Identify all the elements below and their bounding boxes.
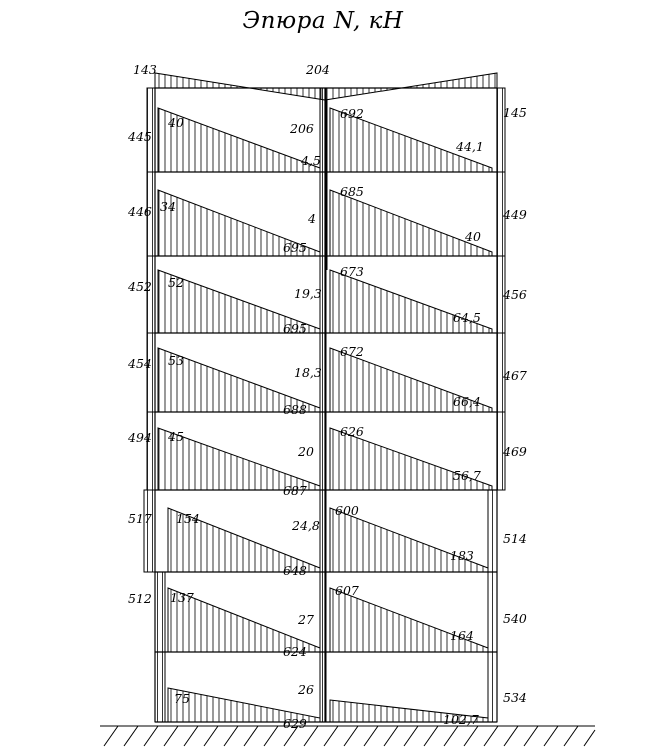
- force-value-label: 18,3: [294, 365, 322, 380]
- force-value-label: 446: [128, 204, 152, 219]
- force-value-label: 206: [290, 121, 314, 136]
- force-value-label: 164: [450, 628, 474, 643]
- force-value-label: 695: [283, 321, 307, 336]
- force-value-label: 692: [340, 106, 364, 121]
- force-value-label: 64,5: [453, 310, 481, 325]
- force-value-label: 673: [340, 264, 364, 279]
- force-value-label: 688: [283, 402, 307, 417]
- force-value-label: 19,3: [294, 286, 322, 301]
- force-value-label: 183: [450, 548, 474, 563]
- force-value-label: 454: [128, 356, 152, 371]
- force-value-label: 24,8: [292, 518, 320, 533]
- force-value-label: 540: [503, 611, 527, 626]
- force-value-label: 27: [298, 612, 314, 627]
- force-value-label: 452: [128, 279, 152, 294]
- force-value-label: 4,5: [301, 153, 321, 168]
- force-value-label: 512: [128, 591, 152, 606]
- force-value-label: 648: [283, 563, 307, 578]
- force-value-label: 494: [128, 430, 152, 445]
- force-value-label: 456: [503, 287, 527, 302]
- force-value-label: 449: [503, 207, 527, 222]
- force-value-label: 445: [128, 129, 152, 144]
- force-value-label: 672: [340, 344, 364, 359]
- force-value-label: 40: [465, 229, 481, 244]
- force-value-label: 34: [160, 199, 176, 214]
- force-value-label: 607: [335, 583, 359, 598]
- force-value-label: 469: [503, 444, 527, 459]
- force-value-label: 517: [128, 511, 152, 526]
- force-value-label: 40: [168, 115, 184, 130]
- force-value-label: 75: [174, 691, 190, 706]
- force-value-label: 204: [306, 62, 330, 77]
- force-value-label: 629: [283, 716, 307, 731]
- force-value-label: 137: [170, 590, 194, 605]
- force-value-label: 600: [335, 503, 359, 518]
- page-title: Эпюра N, кН: [242, 8, 404, 34]
- force-value-label: 53: [168, 353, 184, 368]
- force-value-label: 534: [503, 690, 527, 705]
- force-value-label: 56,7: [453, 468, 481, 483]
- force-value-label: 102,7: [443, 712, 479, 727]
- force-value-label: 4: [308, 211, 316, 226]
- force-value-label: 154: [176, 511, 200, 526]
- force-value-label: 685: [340, 184, 364, 199]
- force-value-label: 514: [503, 531, 527, 546]
- force-value-label: 45: [168, 429, 184, 444]
- force-value-label: 687: [283, 483, 307, 498]
- right-column-diagram: [488, 88, 505, 722]
- force-value-label: 26: [298, 682, 314, 697]
- force-value-label: 20: [298, 444, 314, 459]
- force-value-label: 143: [133, 62, 157, 77]
- force-value-label: 624: [283, 644, 307, 659]
- force-value-label: 145: [503, 105, 527, 120]
- middle-column-diagram: [320, 88, 326, 722]
- force-value-label: 626: [340, 424, 364, 439]
- force-value-label: 695: [283, 240, 307, 255]
- force-value-label: 66,4: [453, 394, 481, 409]
- force-value-label: 44,1: [456, 139, 484, 154]
- force-value-label: 52: [168, 275, 184, 290]
- ground-supports: [100, 726, 595, 746]
- force-value-label: 467: [503, 368, 527, 383]
